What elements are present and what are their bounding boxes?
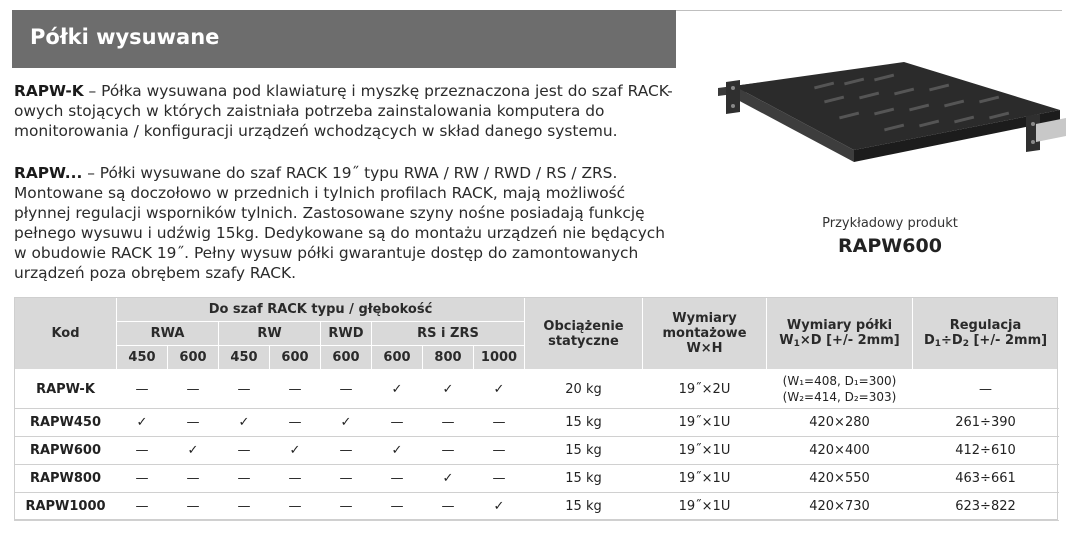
compat-mark: — [168, 370, 219, 409]
compat-mark: ✓ [423, 370, 474, 409]
col-header-load: Obciążenie statyczne [525, 298, 643, 370]
depth-header: 1000 [474, 346, 525, 370]
row-load: 15 kg [525, 409, 643, 437]
col-header-rwa: RWA [117, 322, 219, 346]
row-code: RAPW-K [15, 370, 117, 409]
row-dims: (W₁=408, D₁=300) (W₂=414, D₂=303) [767, 370, 913, 409]
row-regulation: 412÷610 [913, 437, 1059, 465]
col-header-mount: Wymiary montażowe W×H [643, 298, 767, 370]
compat-mark: ✓ [219, 409, 270, 437]
col-header-group: Do szaf RACK typu / głębokość [117, 298, 525, 322]
compat-mark: — [117, 493, 168, 521]
compat-mark: — [321, 465, 372, 493]
compat-mark: — [168, 409, 219, 437]
table-row [15, 493, 1059, 521]
compat-mark: ✓ [117, 409, 168, 437]
table-row [15, 409, 1059, 437]
row-dims: 420×280 [767, 409, 913, 437]
depth-header: 600 [168, 346, 219, 370]
compat-mark: — [219, 370, 270, 409]
col-header-code: Kod [15, 298, 117, 370]
header-rule [676, 10, 1062, 11]
section-header [12, 10, 676, 68]
table-row [15, 437, 1059, 465]
product-caption: Przykładowy produkt [822, 216, 958, 231]
compat-mark: — [168, 493, 219, 521]
product-name: RAPW600 [838, 235, 942, 257]
row-code: RAPW800 [15, 465, 117, 493]
depth-header: 600 [372, 346, 423, 370]
row-regulation: 623÷822 [913, 493, 1059, 521]
row-dims: 420×400 [767, 437, 913, 465]
compat-mark: — [219, 437, 270, 465]
row-regulation: 261÷390 [913, 409, 1059, 437]
compat-mark: — [117, 437, 168, 465]
compat-mark: — [474, 465, 525, 493]
compat-mark: ✓ [168, 437, 219, 465]
compat-mark: — [372, 409, 423, 437]
compat-mark: — [117, 465, 168, 493]
table-row [15, 465, 1059, 493]
compat-mark: — [321, 370, 372, 409]
table-row [15, 370, 1059, 409]
compat-mark: — [321, 493, 372, 521]
row-mount: 19˝×1U [643, 409, 767, 437]
compat-mark: — [474, 409, 525, 437]
compat-mark: — [168, 465, 219, 493]
intro-paragraph-rapw [14, 163, 674, 283]
compat-mark: ✓ [270, 437, 321, 465]
paragraph-text: – Półki wysuwane do szaf RACK 19˝ typu RWA / RW / RWD / RS / ZRS. Montowane są doczołowo w przednich i tylnich profilach RACK, mają możliwość płynnej regulacji wsporników tylnich. Zastosowane szyny nośne posiadają funkcję pełnego wysuwu i udźwig 15kg. Dedykowane są do montażu urządzeń nie będących w obudowie RACK 19˝. Pełny wysuw półki gwarantuje dostęp do zamontowanych urządzeń poza obrębem szafy RACK. [14, 164, 666, 282]
compat-mark: ✓ [372, 437, 423, 465]
compat-mark: — [219, 465, 270, 493]
row-code: RAPW600 [15, 437, 117, 465]
spec-table [14, 297, 1059, 521]
row-regulation: — [913, 370, 1059, 409]
col-header-rs-zrs: RS i ZRS [372, 322, 525, 346]
row-code: RAPW1000 [15, 493, 117, 521]
compat-mark: ✓ [423, 465, 474, 493]
depth-header: 450 [219, 346, 270, 370]
row-dims: 420×730 [767, 493, 913, 521]
compat-mark: — [372, 493, 423, 521]
col-header-rw: RW [219, 322, 321, 346]
compat-mark: — [270, 370, 321, 409]
compat-mark: — [270, 409, 321, 437]
row-load: 20 kg [525, 370, 643, 409]
col-header-regulation: Regulacja $D_1\div D_2$ [+/- 2mm] [913, 298, 1059, 370]
row-mount: 19˝×2U [643, 370, 767, 409]
compat-mark: — [117, 370, 168, 409]
compat-mark: ✓ [321, 409, 372, 437]
row-mount: 19˝×1U [643, 493, 767, 521]
intro-paragraph-rapw-k [14, 81, 674, 141]
row-mount: 19˝×1U [643, 437, 767, 465]
compat-mark: ✓ [372, 370, 423, 409]
product-code-lead: RAPW-K [14, 82, 84, 100]
row-load: 15 kg [525, 437, 643, 465]
row-load: 15 kg [525, 465, 643, 493]
compat-mark: — [423, 437, 474, 465]
product-code-lead: RAPW... [14, 164, 83, 182]
compat-mark: — [423, 409, 474, 437]
compat-mark: — [423, 493, 474, 521]
col-header-rwd: RWD [321, 322, 372, 346]
rack-shelf-image [704, 54, 1068, 176]
depth-header: 600 [270, 346, 321, 370]
depth-header: 600 [321, 346, 372, 370]
compat-mark: — [270, 465, 321, 493]
row-dims: 420×550 [767, 465, 913, 493]
compat-mark: — [270, 493, 321, 521]
paragraph-text: – Półka wysuwana pod klawiaturę i myszkę przeznaczona jest do szaf RACK-owych stojących w których zaistniała potrzeba zainstalowania komputera do monitorowania / konfiguracji urządzeń wchodzących w skład danego systemu. [14, 82, 673, 140]
row-code: RAPW450 [15, 409, 117, 437]
row-load: 15 kg [525, 493, 643, 521]
row-regulation: 463÷661 [913, 465, 1059, 493]
compat-mark: ✓ [474, 493, 525, 521]
depth-header: 800 [423, 346, 474, 370]
page-title: Półki wysuwane [30, 25, 220, 49]
col-header-dims: Wymiary półki $W_1\times D$ [+/- 2mm] [767, 298, 913, 370]
depth-header: 450 [117, 346, 168, 370]
compat-mark: — [474, 437, 525, 465]
row-mount: 19˝×1U [643, 465, 767, 493]
compat-mark: — [219, 493, 270, 521]
compat-mark: — [372, 465, 423, 493]
compat-mark: — [321, 437, 372, 465]
compat-mark: ✓ [474, 370, 525, 409]
